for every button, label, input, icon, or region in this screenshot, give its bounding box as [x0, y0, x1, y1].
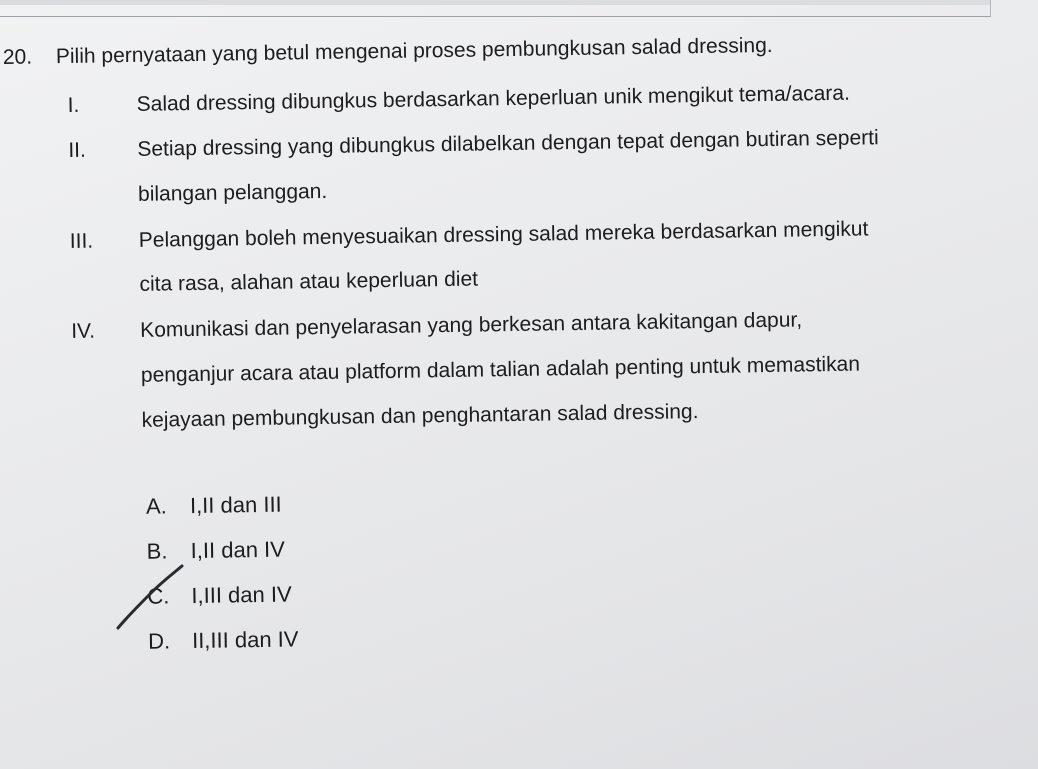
- statement-line: kejayaan pembungkusan dan penghantaran salad dressing.: [141, 400, 699, 432]
- statement-line: Pelanggan boleh menyesuaikan dressing salad mereka berdasarkan mengikut: [138, 217, 869, 252]
- statement-line: Setiap dressing yang dibungkus dilabelkan dengan tepat dengan butiran seperti: [137, 126, 879, 161]
- question-number: 20.: [2, 45, 33, 69]
- statement-numeral: I.: [67, 93, 80, 117]
- option-a-text: I,II dan III: [189, 491, 282, 519]
- statement-line: Komunikasi dan penyelarasan yang berkesan antara kakitangan dapur,: [140, 308, 803, 342]
- statement-line: Salad dressing dibungkus berdasarkan keperluan unik mengikut tema/acara.: [136, 81, 851, 116]
- statement-numeral: II.: [68, 138, 87, 162]
- statement-line: bilangan pelanggan.: [137, 179, 328, 206]
- statement-line: penganjur acara atau platform dalam talian adalah penting untuk memastikan: [140, 352, 861, 387]
- option-letter: D.: [147, 628, 171, 654]
- statement-line: cita rasa, alahan atau keperluan diet: [139, 267, 479, 296]
- option-letter: C.: [147, 583, 170, 609]
- option-c-text: I,III dan IV: [191, 581, 292, 609]
- option-letter: A.: [145, 493, 167, 519]
- option-d-text: II,III dan IV: [191, 626, 299, 654]
- statement-numeral: III.: [69, 229, 94, 253]
- question-text: Pilih pernyataan yang betul mengenai proses pembungkusan salad dressing.: [55, 33, 773, 69]
- statement-numeral: IV.: [71, 319, 96, 343]
- option-b-text: I,II dan IV: [190, 536, 286, 564]
- option-letter: B.: [146, 538, 168, 564]
